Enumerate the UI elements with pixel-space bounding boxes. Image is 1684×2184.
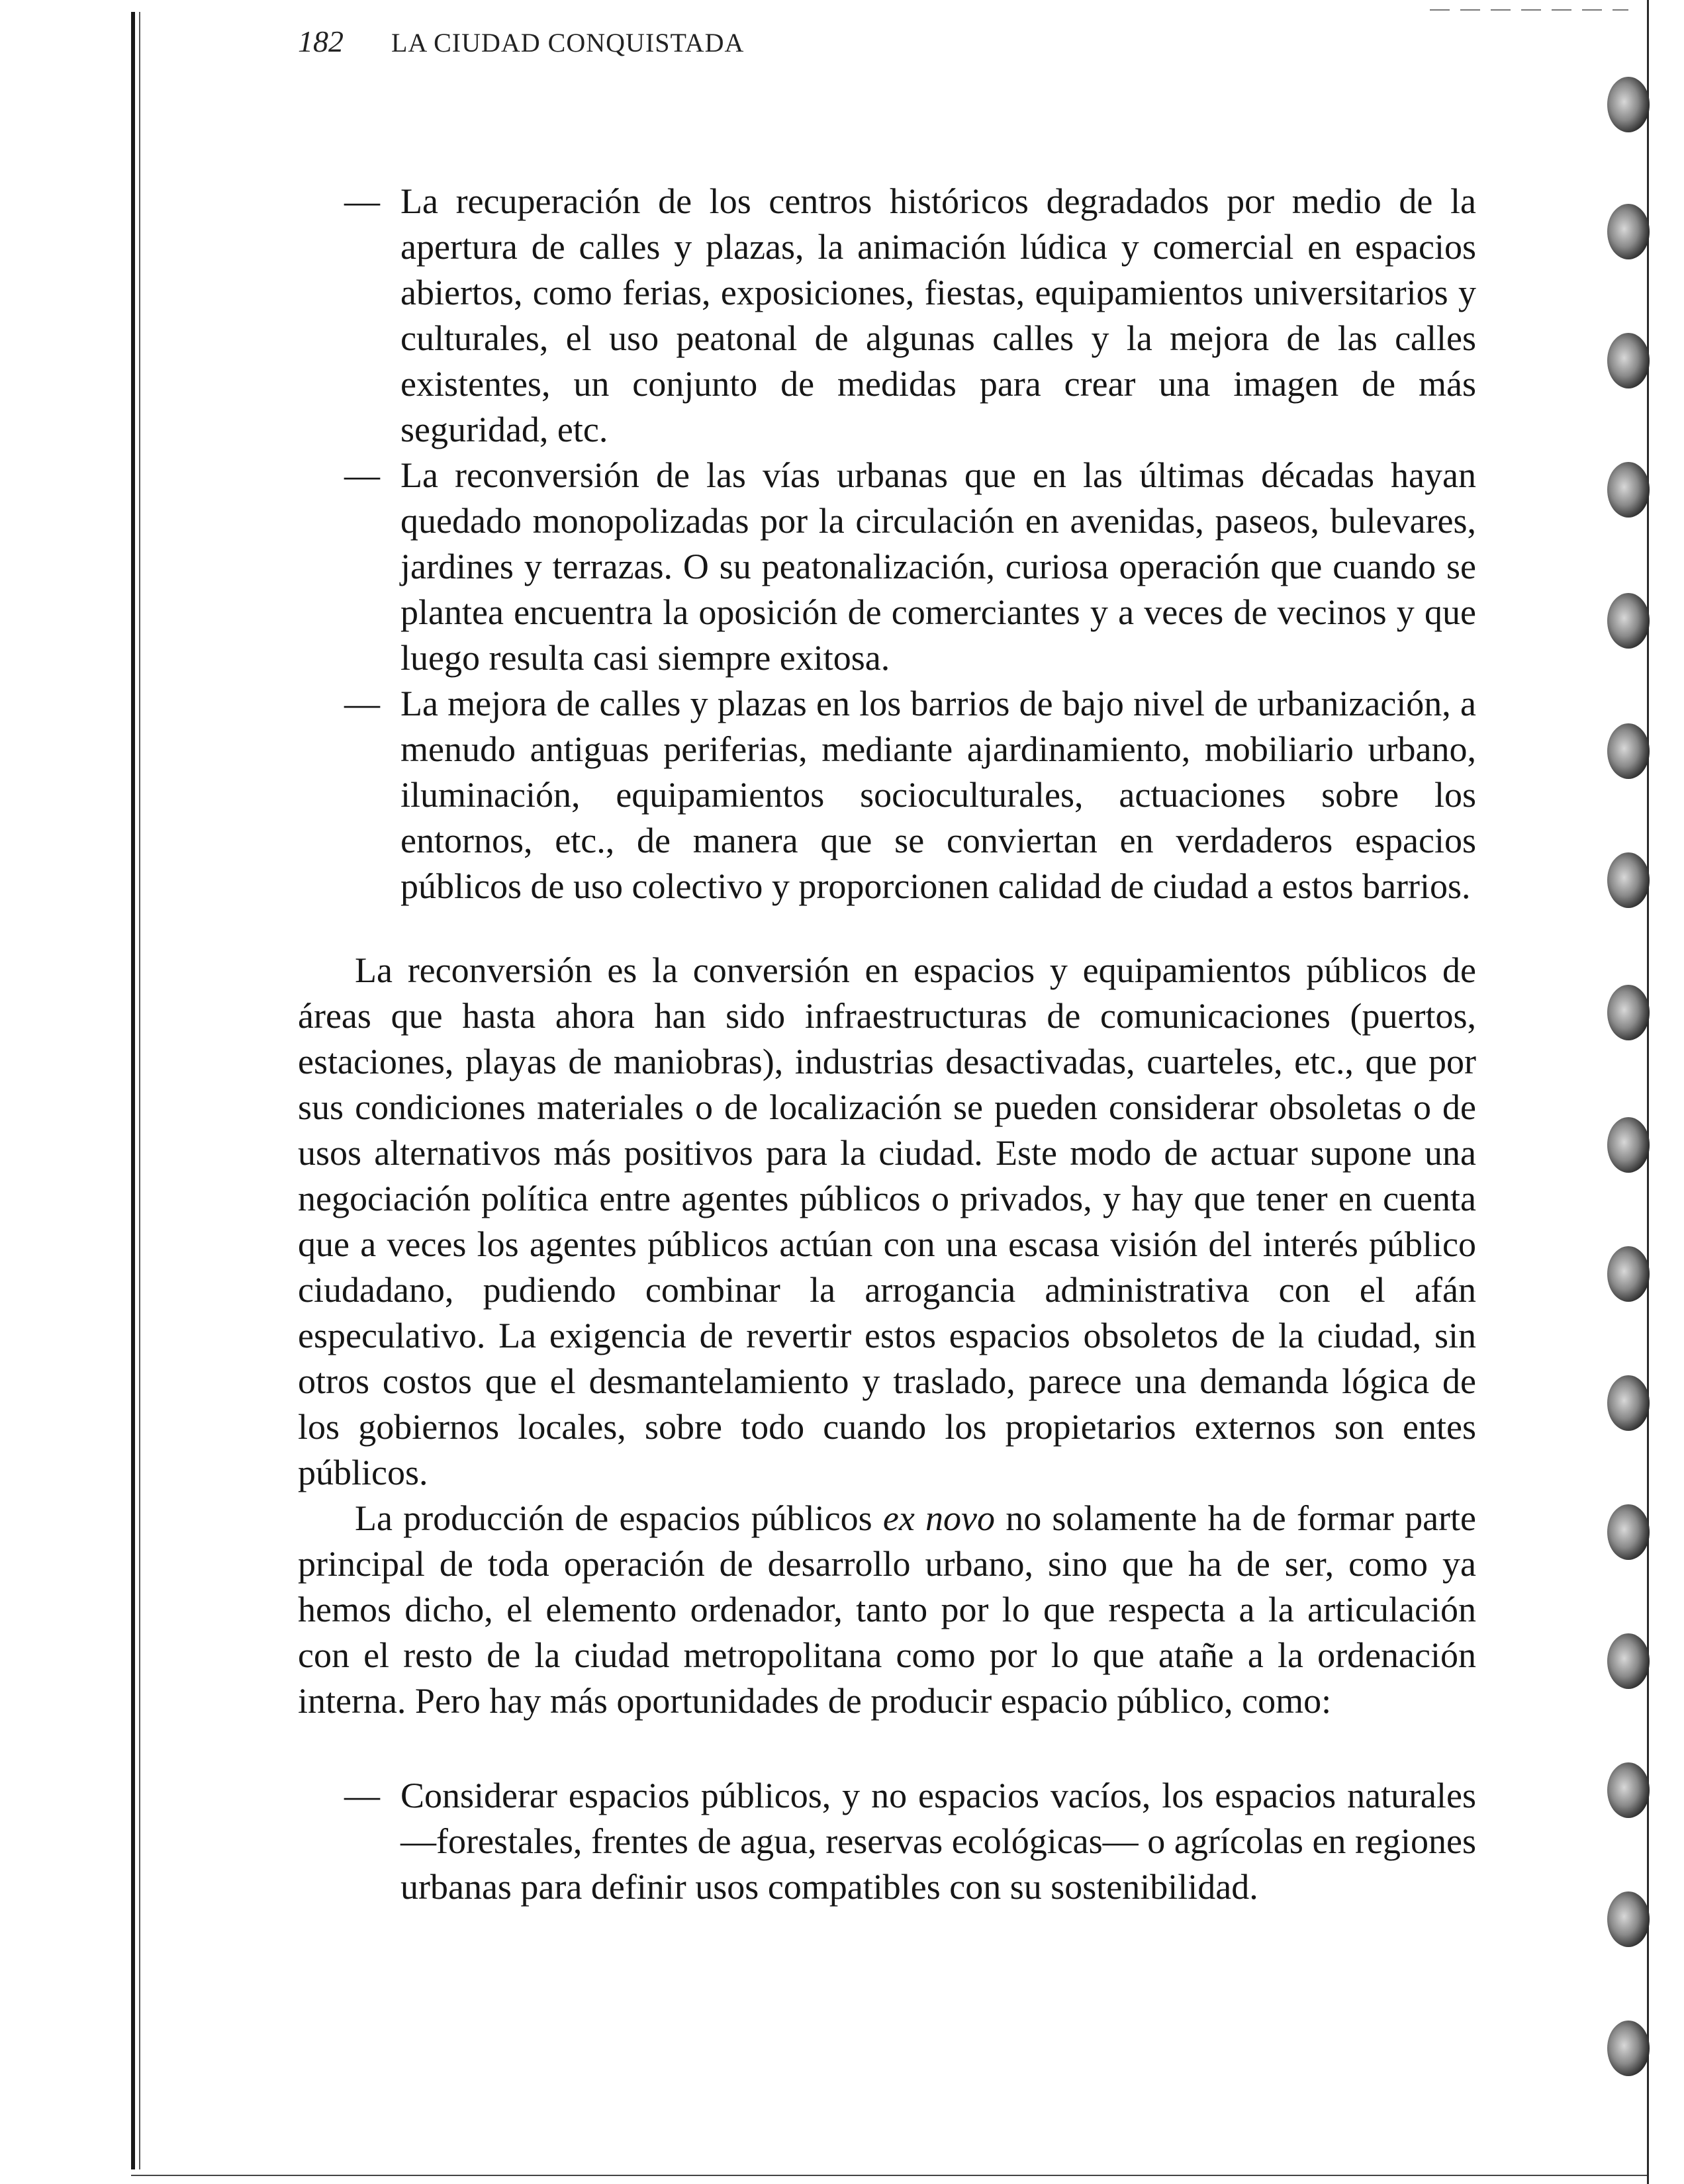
binding-ring xyxy=(1607,723,1650,779)
binding-ring xyxy=(1607,462,1650,518)
bullet-list-two xyxy=(298,1773,1476,1910)
list-item-text: Considerar espacios públicos, y no espacios vacíos, los espacios naturales —forestales, frentes de agua, reservas ecológicas— o agrícolas en regiones urbanas para definir usos compatibles con su sostenibilidad. xyxy=(400,1776,1476,1907)
binding-ring xyxy=(1607,1891,1650,1947)
running-title: LA CIUDAD CONQUISTADA xyxy=(391,28,745,58)
dash-marker: — xyxy=(344,455,380,495)
dash-marker: — xyxy=(344,684,380,723)
paragraph-ex-novo-start: La producción de espacios públicos xyxy=(355,1498,883,1538)
binding-ring xyxy=(1607,1633,1650,1689)
list-item xyxy=(298,681,1476,909)
binding-ring xyxy=(1607,1375,1650,1431)
binding-rings xyxy=(1607,77,1650,2076)
list-item xyxy=(298,1773,1476,1910)
list-item-text: La mejora de calles y plazas en los barrios de bajo nivel de urbanización, a menudo antiguas periferias, mediante ajardinamiento, mobiliario urbano, iluminación, equipamientos socioculturales, actuaciones sobre los entornos, etc., de manera que se conviertan en verdaderos espacios públicos de uso colectivo y proporcionen calidad de ciudad a estos barrios. xyxy=(400,684,1476,906)
dash-marker: — xyxy=(344,1776,380,1815)
spiral-binding xyxy=(1601,0,1654,2184)
binding-ring xyxy=(1607,1246,1650,1302)
scan-top-dash xyxy=(1430,9,1628,11)
running-head xyxy=(298,24,744,64)
paragraph-reconversion: La reconversión es la conversión en espacios y equipamientos públicos de áreas que hasta ahora han sido infraestructuras de comunicaciones (puertos, estaciones, playas de maniobras), industrias desactivadas, cuarteles, etc., que por sus condiciones materiales o de localización se pueden considerar obsoletas o de usos alternativos más positivos para la ciudad. Este modo de actuar supone una negociación política entre agentes públicos o privados, y hay que tener en cuenta que a veces los agentes públicos actúan con una escasa visión del interés público ciudadano, pudiendo combinar la arrogancia administrativa con el afán especulativo. La exigencia de revertir estos espacios obsoletos de la ciudad, sin otros costos que el desmantelamiento y traslado, parece una demanda lógica de los gobiernos locales, sobre todo cuando los propietarios externos son entes públicos. xyxy=(298,950,1476,1492)
list-item xyxy=(298,453,1476,681)
binding-ring xyxy=(1607,985,1650,1040)
binding-ring xyxy=(1607,593,1650,649)
list-item-text: La recuperación de los centros históricos degradados por medio de la apertura de calles y plazas, la animación lúdica y comercial en espacios abiertos, como ferias, exposiciones, fiestas, equipamientos universitarios y culturales, el uso peatonal de algunas calles y la mejora de las calles existentes, un conjunto de medidas para crear una imagen de más seguridad, etc. xyxy=(400,181,1476,449)
binding-ring xyxy=(1607,852,1650,908)
binding-ring xyxy=(1607,1504,1650,1560)
page-number: 182 xyxy=(298,24,344,58)
ex-novo-emphasis: ex novo xyxy=(882,1498,995,1538)
paragraph-ex-novo-rest: no solamente ha de formar parte principal de toda operación de desarrollo urbano, sino que ha de ser, como ya hemos dicho, el elemento ordenador, tanto por lo que respecta a la articulación con el resto de la ciudad metropolitana como por lo que atañe a la ordenación interna. Pero hay más oportunidades de producir espacio público, como: xyxy=(298,1498,1476,1721)
page-body xyxy=(298,179,1476,1910)
list-item-text: La reconversión de las vías urbanas que en las últimas décadas hayan quedado monopolizadas por la circulación en avenidas, paseos, bulevares, jardines y terrazas. O su peatonalización, curiosa operación que cuando se plantea encuentra la oposición de comerciantes y a veces de vecinos y que luego resulta casi siempre exitosa. xyxy=(400,455,1476,678)
scan-bottom-border xyxy=(131,2175,1647,2176)
scan-left-border xyxy=(131,12,135,2169)
list-item xyxy=(298,179,1476,453)
binding-ring xyxy=(1607,204,1650,259)
paragraph-ex-novo xyxy=(298,1496,1476,1724)
scan-left-border-inner xyxy=(139,12,140,2169)
binding-ring xyxy=(1607,2021,1650,2076)
binding-ring xyxy=(1607,77,1650,132)
binding-ring xyxy=(1607,1117,1650,1173)
bullet-list-one xyxy=(298,179,1476,909)
binding-ring xyxy=(1607,333,1650,388)
binding-ring xyxy=(1607,1762,1650,1818)
dash-marker: — xyxy=(344,181,380,221)
